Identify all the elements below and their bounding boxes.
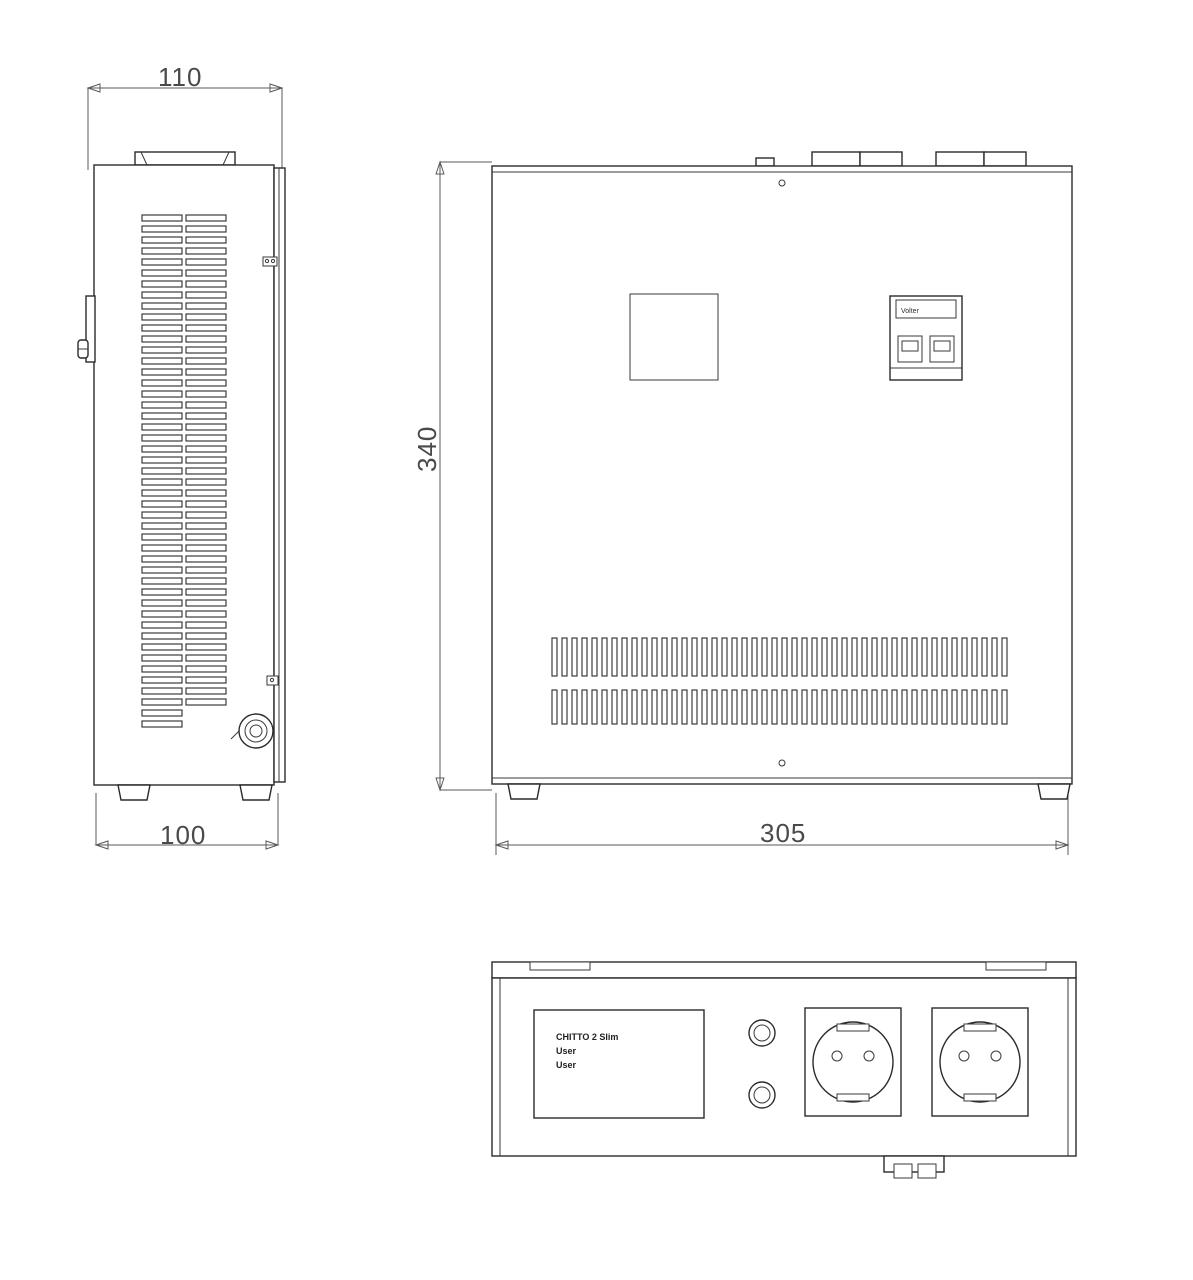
dimension-label-side-base-width: 100 [160,820,207,850]
dimension-label-front-width: 305 [760,818,807,848]
bottom-view [492,962,1076,1178]
panel-line2-text: User [556,1046,577,1056]
panel-line3-text: User [556,1060,577,1070]
dimension-label-side-width: 110 [158,62,203,92]
dimension-label-front-height: 340 [412,425,442,472]
terminal-label-text: Volter [901,308,919,315]
panel-model-text: CHITTO 2 Slim [556,1032,619,1042]
front-view [492,152,1072,799]
side-view [78,152,285,800]
